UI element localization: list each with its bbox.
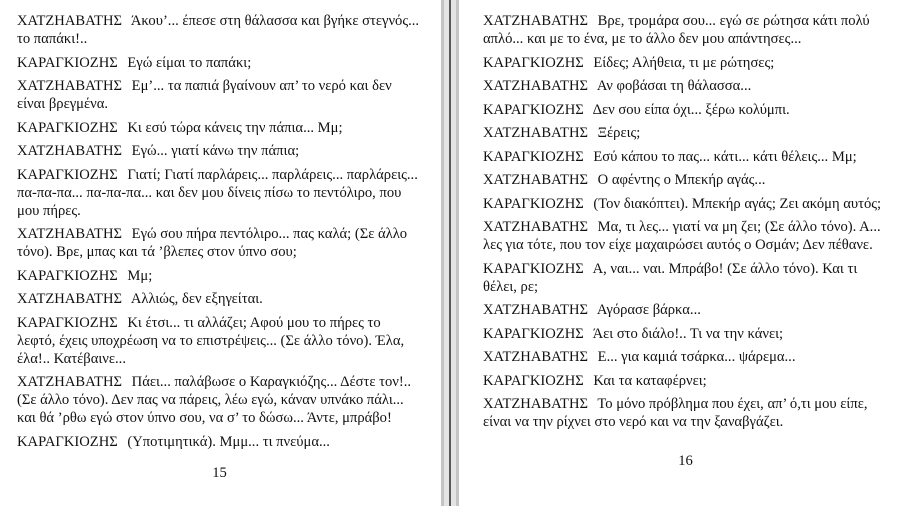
speaker-name: ΧΑΤΖΗΑΒΑΤΗΣ [17, 78, 122, 94]
dialogue-text: Μμ; [127, 267, 153, 284]
dialogue-line [483, 195, 888, 213]
dialogue-line [483, 260, 888, 296]
speaker-name: ΧΑΤΖΗΑΒΑΤΗΣ [483, 349, 588, 365]
dialogue-text: Εμ’... τα παπιά βγαίνουν απ’ το νερό και δεν είναι βρεγμένα. [17, 78, 392, 112]
dialogue-line [17, 77, 422, 113]
dialogue-line [483, 301, 888, 319]
dialogue-text: Και τα καταφέρνει; [593, 372, 707, 389]
page-text [17, 12, 422, 456]
dialogue-text: Άκου’... έπεσε στη θάλασσα και βγήκε στεγνός... το παπάκι!.. [17, 13, 420, 47]
dialogue-text: Εγώ... γιατί κάνω την πάπια; [131, 143, 300, 159]
dialogue-line [483, 218, 888, 254]
speaker-name: ΚΑΡΑΓΚΙΟΖΗΣ [483, 54, 584, 71]
dialogue-text: Αλλιώς, δεν εξηγείται. [130, 291, 263, 307]
dialogue-text: Α, ναι... ναι. Μπράβο! (Σε άλλο τόνο). Και τι θέλει, ρε; [483, 260, 858, 295]
page-separator [441, 0, 459, 506]
speaker-name: ΚΑΡΑΓΚΙΟΖΗΣ [17, 314, 118, 331]
dialogue-line [17, 119, 422, 137]
dialogue-line [17, 267, 422, 285]
dialogue-text: Ξέρεις; [597, 125, 641, 141]
dialogue-text: Ο αφέντης ο Μπεκήρ αγάς... [597, 172, 766, 188]
speaker-name: ΧΑΤΖΗΑΒΑΤΗΣ [483, 172, 588, 188]
speaker-name: ΚΑΡΑΓΚΙΟΖΗΣ [483, 195, 584, 212]
speaker-name: ΚΑΡΑΓΚΙΟΖΗΣ [17, 166, 118, 183]
dialogue-text: Γιατί; Γιατί παρλάρεις... παρλάρεις... παρλάρεις... πα-πα-πα... πα-πα-πα... και δεν μου δίνεις πίσω το πεντόλιρο, που μου πήρες. [17, 166, 418, 219]
dialogue-line [17, 433, 422, 451]
dialogue-line [483, 54, 888, 72]
speaker-name: ΧΑΤΖΗΑΒΑΤΗΣ [17, 13, 122, 29]
dialogue-line [483, 148, 888, 166]
speaker-name: ΧΑΤΖΗΑΒΑΤΗΣ [483, 13, 588, 29]
dialogue-line [483, 325, 888, 343]
speaker-name: ΧΑΤΖΗΑΒΑΤΗΣ [483, 78, 588, 94]
page-15 [0, 0, 441, 506]
dialogue-line [483, 395, 888, 431]
dialogue-text: Αν φοβάσαι τη θάλασσα... [596, 78, 752, 94]
dialogue-text: Άει στο διάλο!.. Τι να την κάνει; [592, 325, 784, 342]
speaker-name: ΚΑΡΑΓΚΙΟΖΗΣ [483, 325, 584, 342]
dialogue-text: Μα, τι λες... γιατί να μη ζει; (Σε άλλο τόνο). Α... λες για τότε, που τον είχε μαχαιρώσει αυτός ο Οσμάν; Δεν πέθανε. [483, 219, 881, 253]
speaker-name: ΚΑΡΑΓΚΙΟΖΗΣ [483, 148, 584, 165]
dialogue-line [17, 54, 422, 72]
dialogue-line [483, 348, 888, 366]
dialogue-line [17, 12, 422, 48]
speaker-name: ΚΑΡΑΓΚΙΟΖΗΣ [17, 54, 118, 71]
dialogue-text: Εγώ είμαι το παπάκι; [127, 54, 252, 71]
dialogue-text: Το μόνο πρόβλημα που έχει, απ’ ό,τι μου είπε, είναι να την ρίχνει στο νερό και να την ξαναβγάζει. [483, 396, 868, 430]
dialogue-line [17, 290, 422, 308]
dialogue-line [17, 225, 422, 261]
dialogue-line [483, 124, 888, 142]
speaker-name: ΚΑΡΑΓΚΙΟΖΗΣ [17, 119, 118, 136]
dialogue-line [17, 142, 422, 160]
page-number: 15 [212, 465, 227, 481]
dialogue-text: Δεν σου είπα όχι... ξέρω κολύμπι. [592, 101, 790, 118]
speaker-name: ΧΑΤΖΗΑΒΑΤΗΣ [17, 374, 122, 390]
speaker-name: ΚΑΡΑΓΚΙΟΖΗΣ [17, 267, 118, 284]
dialogue-text: Κι εσύ τώρα κάνεις την πάπια... Μμ; [127, 119, 343, 136]
dialogue-line [483, 12, 888, 48]
speaker-name: ΧΑΤΖΗΑΒΑΤΗΣ [483, 396, 588, 412]
dialogue-line [17, 373, 422, 427]
speaker-name: ΚΑΡΑΓΚΙΟΖΗΣ [483, 260, 584, 277]
speaker-name: ΧΑΤΖΗΑΒΑΤΗΣ [17, 226, 122, 242]
dialogue-line [483, 77, 888, 95]
dialogue-text: Βρε, τρομάρα σου... εγώ σε ρώτησα κάτι πολύ απλό... και με το ένα, με το άλλο δεν μου απάντησες... [483, 13, 870, 47]
speaker-name: ΚΑΡΑΓΚΙΟΖΗΣ [483, 101, 584, 118]
dialogue-line [483, 171, 888, 189]
page-number: 16 [678, 453, 693, 469]
dialogue-line [483, 101, 888, 119]
speaker-name: ΧΑΤΖΗΑΒΑΤΗΣ [17, 291, 122, 307]
dialogue-line [17, 314, 422, 368]
dialogue-line [483, 372, 888, 390]
dialogue-text: Εγώ σου πήρα πεντόλιρο... πας καλά; (Σε άλλο τόνο). Βρε, μπας και τά ’βλεπες στον ύπνο σου; [17, 226, 408, 260]
dialogue-text: Είδες; Αλήθεια, τι με ρώτησες; [593, 54, 775, 71]
dialogue-text: Ε... για καμιά τσάρκα... ψάρεμα... [597, 349, 796, 365]
page-text [483, 12, 888, 437]
speaker-name: ΧΑΤΖΗΑΒΑΤΗΣ [483, 302, 588, 318]
dialogue-text: (Τον διακόπτει). Μπεκήρ αγάς; Ζει ακόμη αυτός; [593, 195, 882, 212]
dialogue-text: Αγόρασε βάρκα... [596, 302, 701, 318]
speaker-name: ΚΑΡΑΓΚΙΟΖΗΣ [17, 433, 118, 450]
dialogue-text: Εσύ κάπου το πας... κάτι... κάτι θέλεις... Μμ; [593, 148, 857, 165]
speaker-name: ΧΑΤΖΗΑΒΑΤΗΣ [17, 143, 122, 159]
dialogue-text: Κι έτσι... τι αλλάζει; Αφού μου το πήρες το λεφτό, έχεις υποχρέωση να το επιστρέψεις... (Σε άλλο τόνο). Έλα, έλα!.. Κατέβαινε... [17, 314, 405, 367]
page-16 [459, 0, 901, 506]
speaker-name: ΚΑΡΑΓΚΙΟΖΗΣ [483, 372, 584, 389]
speaker-name: ΧΑΤΖΗΑΒΑΤΗΣ [483, 219, 588, 235]
dialogue-line [17, 166, 422, 220]
dialogue-text: (Υποτιμητικά). Μμμ... τι πνεύμα... [127, 433, 330, 450]
dialogue-text: Πάει... παλάβωσε ο Καραγκιόζης... Δέστε τον!.. (Σε άλλο τόνο). Δεν πας να πάρεις, λέω εγώ, κάναν υπνάκο πάλι... και θά ’ρθω εγώ στον ύπνο σου, να σ’ το δώσω... Άντε, μπράβο! [17, 374, 412, 426]
speaker-name: ΧΑΤΖΗΑΒΑΤΗΣ [483, 125, 588, 141]
